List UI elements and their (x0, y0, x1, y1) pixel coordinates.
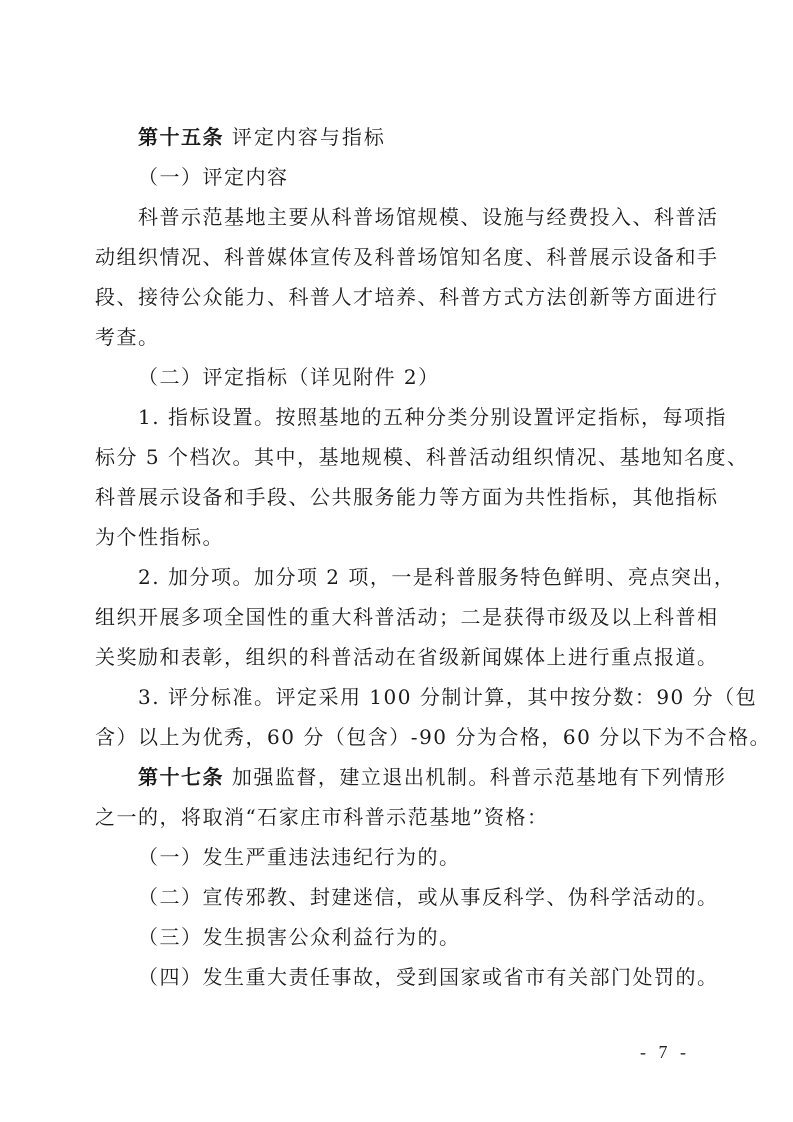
article-17-text: 加强监督，建立退出机制。科普示范基地有下列情形 (231, 765, 727, 789)
page-number: - 7 - (640, 1042, 690, 1062)
article-15-title: 评定内容与指标 (231, 125, 386, 149)
article-17-first-line (95, 757, 727, 797)
revocation-item: （三）发生损害公众利益行为的。 (138, 925, 461, 949)
item-2-line: 关奖励和表彰，组织的科普活动在省级新闻媒体上进行重点报道。 (95, 645, 719, 669)
article-15-label: 第十五条 (138, 125, 224, 149)
article-17-label: 第十七条 (138, 765, 224, 789)
revocation-item: （一）发生严重违法违纪行为的。 (138, 845, 461, 869)
item-1-line: 为个性指标。 (95, 525, 224, 549)
item-1-line: 1. 指标设置。按照基地的五种分类分别设置评定指标，每项指 (138, 405, 727, 429)
item-2-line: 组织开展多项全国性的重大科普活动；二是获得市级及以上科普相 (95, 605, 719, 629)
revocation-item: （二）宣传邪教、封建迷信，或从事反科学、伪科学活动的。 (138, 885, 719, 909)
item-1-line: 标分 5 个档次。其中，基地规模、科普活动组织情况、基地知名度、 (95, 445, 749, 469)
section-1-heading: （一）评定内容 (138, 165, 289, 189)
document-page (95, 117, 772, 997)
item-2-line: 2. 加分项。加分项 2 项，一是科普服务特色鲜明、亮点突出， (138, 565, 736, 589)
item-3-line: 3. 评分标准。评定采用 100 分制计算，其中按分数：90 分（包 (138, 685, 758, 709)
item-1-line: 科普展示设备和手段、公共服务能力等方面为共性指标，其他指标 (95, 485, 719, 509)
article-15-heading (95, 117, 699, 157)
section-2-heading: （二）评定指标（详见附件 2） (138, 365, 440, 389)
article-17-second-line: 之一的，将取消“石家庄市科普示范基地”资格： (95, 805, 549, 829)
revocation-item: （四）发生重大责任事故，受到国家或省市有关部门处罚的。 (138, 965, 719, 989)
item-3-line: 含）以上为优秀，60 分（包含）-90 分为合格，60 分以下为不合格。 (95, 725, 772, 749)
paragraph-line: 段、接待公众能力、科普人才培养、科普方式方法创新等方面进行 (95, 285, 719, 309)
paragraph-line: 科普示范基地主要从科普场馆规模、设施与经费投入、科普活 (138, 205, 719, 229)
paragraph-line: 动组织情况、科普媒体宣传及科普场馆知名度、科普展示设备和手 (95, 245, 719, 269)
paragraph-line: 考查。 (95, 325, 160, 349)
